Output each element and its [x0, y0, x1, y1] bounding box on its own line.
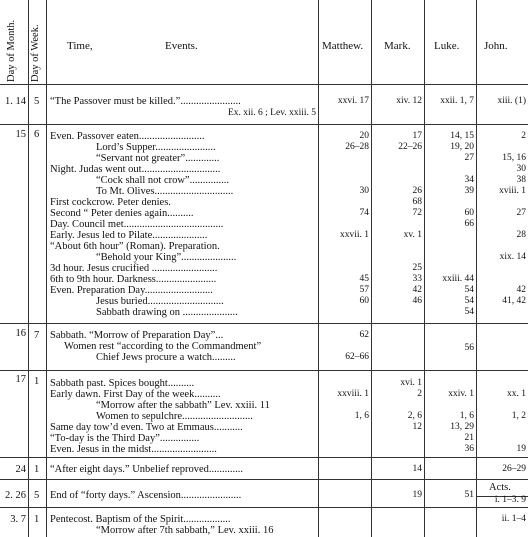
john-ref: 15, 16: [502, 153, 526, 163]
event-text: Day. Council met......................................: [50, 219, 224, 230]
luke-ref: 54: [464, 296, 474, 306]
mark-ref: xv. 1: [403, 230, 422, 240]
mark-ref: 2: [417, 389, 422, 399]
event-text: Night. Judas went out..............................: [50, 164, 221, 175]
mark-ref: 17: [412, 131, 422, 141]
luke-ref: 27: [464, 153, 474, 163]
luke-ref: 21: [464, 433, 474, 443]
luke-ref: 66: [464, 219, 474, 229]
header-matthew: Matthew.: [322, 40, 364, 52]
header-time: Time,: [67, 40, 93, 52]
mark-ref: 46: [412, 296, 422, 306]
matthew-ref: 20: [359, 131, 369, 141]
event-text: “The Passover must be killed.”.......................: [50, 96, 241, 107]
luke-ref: 36: [464, 444, 474, 454]
event-text: 3d hour. Jesus crucified .........................: [50, 263, 218, 274]
event-text: Early. Jesus led to Pilate.....................: [50, 230, 208, 241]
luke-ref: 39: [464, 186, 474, 196]
day-of-month: 24: [15, 464, 26, 475]
event-text: Even. Preparation Day..........................: [50, 285, 213, 296]
event-text: Chief Jews procure a watch.........: [96, 352, 236, 363]
header-rule: [0, 84, 528, 85]
john-ref: xiii. (1): [497, 96, 526, 106]
mark-ref: xvi. 1: [400, 378, 422, 388]
john-ref: xviii. 1: [499, 186, 526, 196]
john-ref: 27: [516, 208, 526, 218]
luke-ref: 54: [464, 307, 474, 317]
mark-ref: 25: [412, 263, 422, 273]
john-ref: 42: [516, 285, 526, 295]
day-of-week: 5: [34, 96, 40, 107]
day-of-month: 2. 26: [5, 490, 26, 501]
section-rule: [0, 323, 528, 324]
mark-ref: 42: [412, 285, 422, 295]
matthew-ref: 1, 6: [354, 411, 369, 421]
mark-ref: 19: [412, 490, 422, 500]
day-of-month: 17: [15, 374, 26, 385]
john-ref: 38: [516, 175, 526, 185]
john-ref: 41, 42: [502, 296, 526, 306]
matthew-ref: 62–66: [345, 352, 369, 362]
john-ref: 1, 2: [511, 411, 526, 421]
section-rule: [0, 457, 528, 458]
event-text: Jesus buried.............................: [96, 296, 224, 307]
john-ref: 26–29: [502, 464, 526, 474]
event-text: Early dawn. First Day of the week..........: [50, 389, 221, 400]
matthew-ref: 62: [359, 330, 369, 340]
day-of-week: 1: [34, 514, 40, 525]
mark-ref: 68: [412, 197, 422, 207]
event-text: Women to sepulchre...........................: [96, 411, 253, 422]
event-text: Women rest “according to the Commandment”: [64, 341, 262, 352]
event-text: Lord’s Supper.......................: [96, 142, 216, 153]
mark-ref: 14: [412, 464, 422, 474]
event-text: “To-day is the Third Day”...............: [50, 433, 200, 444]
luke-ref: 34: [464, 175, 474, 185]
matthew-ref: xxvii. 1: [339, 230, 369, 240]
luke-ref: xxiii. 44: [442, 274, 474, 284]
mark-ref: 33: [412, 274, 422, 284]
header-john: John.: [484, 40, 508, 52]
event-text: To Mt. Olives..............................: [96, 186, 234, 197]
matthew-ref: 60: [359, 296, 369, 306]
john-ref: i. 1–3. 9: [494, 495, 526, 505]
event-text: “About 6th hour” (Roman). Preparation.: [50, 241, 220, 252]
day-of-week: 6: [34, 129, 40, 140]
luke-ref: 56: [464, 343, 474, 353]
section-rule: [0, 479, 528, 480]
event-text: “After eight days.” Unbelief reproved.............: [50, 464, 244, 475]
header-events: Events.: [165, 40, 198, 52]
luke-ref: 60: [464, 208, 474, 218]
john-ref: 28: [516, 230, 526, 240]
event-text: “Morrow after the sabbath” Lev. xxiii. 11: [96, 400, 270, 411]
luke-ref: 51: [464, 490, 474, 500]
header-luke: Luke.: [434, 40, 460, 52]
event-text: Pentecost. Baptism of the Spirit..................: [50, 514, 231, 525]
john-ref: ii. 1–4: [501, 514, 526, 524]
luke-ref: 54: [464, 285, 474, 295]
mark-ref: 22–26: [398, 142, 422, 152]
john-ref: 2: [521, 131, 526, 141]
event-text: 6th to 9th hour. Darkness.......................: [50, 274, 217, 285]
section-rule: [0, 370, 528, 371]
event-text: “Cock shall not crow”...............: [96, 175, 229, 186]
day-of-month: 1. 14: [5, 96, 26, 107]
section-rule: [0, 124, 528, 125]
event-text: Even. Jesus in the midst.........................: [50, 444, 217, 455]
john-ref: 30: [516, 164, 526, 174]
matthew-ref: 45: [359, 274, 369, 284]
luke-ref: 14, 15: [450, 131, 474, 141]
mark-ref: 2, 6: [407, 411, 422, 421]
mark-ref: xiv. 12: [396, 96, 422, 106]
event-text: Even. Passover eaten.........................: [50, 131, 205, 142]
event-text: Sabbath past. Spices bought..........: [50, 378, 195, 389]
day-of-week: 7: [34, 330, 40, 341]
john-ref: xx. 1: [507, 389, 526, 399]
event-text: “Servant not greater”.............: [96, 153, 220, 164]
event-text: “Behold your King”.....................: [96, 252, 237, 263]
day-of-month: 3. 7: [10, 514, 26, 525]
john-ref: 19: [516, 444, 526, 454]
event-text: End of “forty days.” Ascension.......................: [50, 490, 242, 501]
mark-ref: 12: [412, 422, 422, 432]
matthew-ref: xxvi. 17: [337, 96, 369, 106]
matthew-ref: 26–28: [345, 142, 369, 152]
luke-ref: 1, 6: [459, 411, 474, 421]
acts-heading: Acts.: [489, 482, 511, 493]
matthew-ref: 74: [359, 208, 369, 218]
header-day-of-month: Day of Month.: [6, 19, 17, 82]
event-text: Same day tow’d even. Two at Emmaus...........: [50, 422, 243, 433]
mark-ref: 72: [412, 208, 422, 218]
header-day-of-week: Day of Week.: [30, 24, 41, 82]
event-text: Sabbath drawing on .....................: [96, 307, 238, 318]
matthew-ref: 30: [359, 186, 369, 196]
john-ref: xix. 14: [499, 252, 526, 262]
header-mark: Mark.: [384, 40, 411, 52]
luke-ref: xxiv. 1: [448, 389, 474, 399]
mark-ref: 26: [412, 186, 422, 196]
day-of-week: 1: [34, 376, 40, 387]
luke-ref: 19, 20: [450, 142, 474, 152]
event-text: Second “ Peter denies again..........: [50, 208, 194, 219]
section-rule: [0, 507, 528, 508]
event-text: First cockcrow. Peter denies.: [50, 197, 171, 208]
luke-ref: xxii. 1, 7: [440, 96, 474, 106]
day-of-week: 1: [34, 464, 40, 475]
day-of-month: 16: [15, 328, 26, 339]
matthew-ref: 57: [359, 285, 369, 295]
event-text: Sabbath. “Morrow of Preparation Day”...: [50, 330, 224, 341]
event-text: “Morrow after 7th sabbath,” Lev. xxiii. 16: [96, 525, 274, 536]
day-of-month: 15: [15, 129, 26, 140]
matthew-ref: xxviii. 1: [337, 389, 369, 399]
luke-ref: 13, 29: [450, 422, 474, 432]
day-of-week: 5: [34, 490, 40, 501]
event-text: Ex. xii. 6 ; Lev. xxiii. 5: [227, 108, 316, 118]
